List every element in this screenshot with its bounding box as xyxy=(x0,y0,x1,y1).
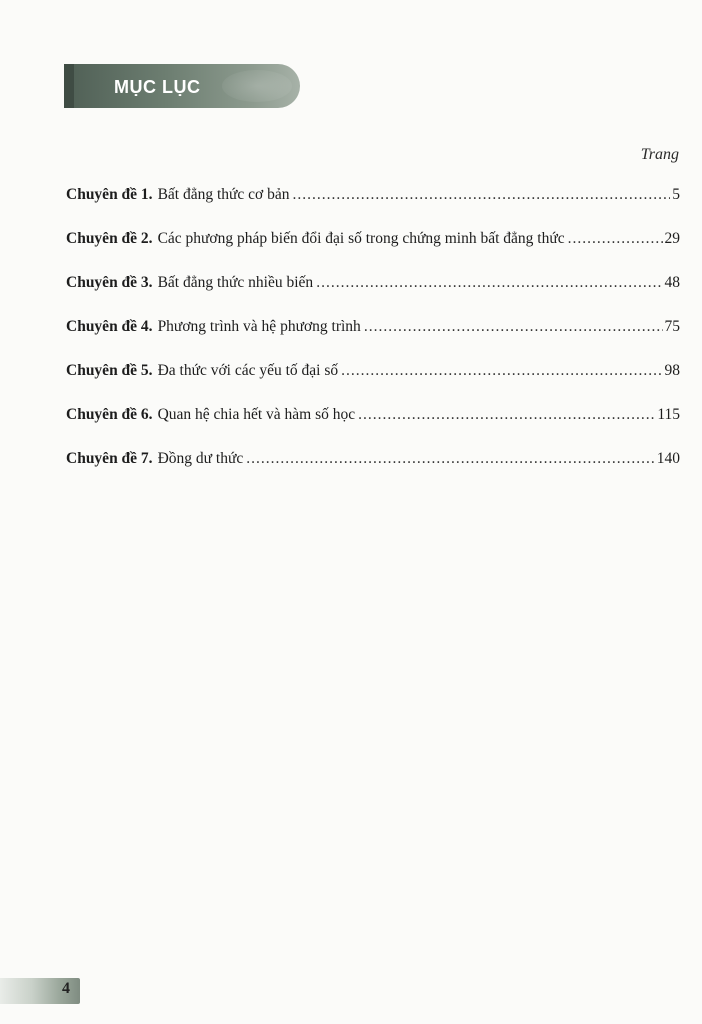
toc-entry-page: 140 xyxy=(656,450,680,467)
toc-entry-4[interactable] xyxy=(66,318,680,362)
dot-leader xyxy=(341,362,662,380)
toc-entry-title: Quan hệ chia hết và hàm số học xyxy=(157,406,356,423)
toc-entry-1[interactable] xyxy=(66,186,680,230)
table-of-contents xyxy=(66,186,680,494)
toc-entry-5[interactable] xyxy=(66,362,680,406)
toc-entry-prefix: Chuyên đề 4. xyxy=(66,318,153,335)
toc-entry-prefix: Chuyên đề 6. xyxy=(66,406,153,423)
toc-entry-title: Phương trình và hệ phương trình xyxy=(157,318,361,335)
toc-entry-page: 75 xyxy=(664,318,680,335)
dot-leader xyxy=(364,318,663,336)
toc-entry-2[interactable] xyxy=(66,230,680,274)
toc-entry-title: Bất đẳng thức nhiều biến xyxy=(157,274,314,291)
page-number: 4 xyxy=(62,980,70,997)
toc-entry-page: 48 xyxy=(664,274,680,291)
toc-entry-page: 29 xyxy=(664,230,680,247)
toc-entry-prefix: Chuyên đề 7. xyxy=(66,450,153,467)
dot-leader xyxy=(568,230,663,248)
toc-entry-page: 5 xyxy=(672,186,680,203)
dot-leader xyxy=(293,186,671,204)
toc-entry-6[interactable] xyxy=(66,406,680,450)
toc-entry-page: 98 xyxy=(664,362,680,379)
dot-leader xyxy=(358,406,655,424)
toc-entry-title: Các phương pháp biến đổi đại số trong chứng minh bất đẳng thức xyxy=(157,230,565,247)
toc-entry-3[interactable] xyxy=(66,274,680,318)
page-column-label: Trang xyxy=(640,146,679,163)
toc-entry-prefix: Chuyên đề 1. xyxy=(66,186,153,203)
toc-entry-title: Đồng dư thức xyxy=(157,450,244,467)
section-header-banner xyxy=(64,64,300,108)
page-title: MỤC LỤC xyxy=(114,77,201,97)
dot-leader xyxy=(246,450,655,468)
toc-entry-title: Bất đẳng thức cơ bản xyxy=(157,186,290,203)
toc-entry-prefix: Chuyên đề 3. xyxy=(66,274,153,291)
dot-leader xyxy=(316,274,662,292)
toc-entry-title: Đa thức với các yếu tố đại số xyxy=(157,362,339,379)
toc-entry-7[interactable] xyxy=(66,450,680,494)
toc-entry-prefix: Chuyên đề 2. xyxy=(66,230,153,247)
toc-entry-page: 115 xyxy=(657,406,680,423)
toc-entry-prefix: Chuyên đề 5. xyxy=(66,362,153,379)
